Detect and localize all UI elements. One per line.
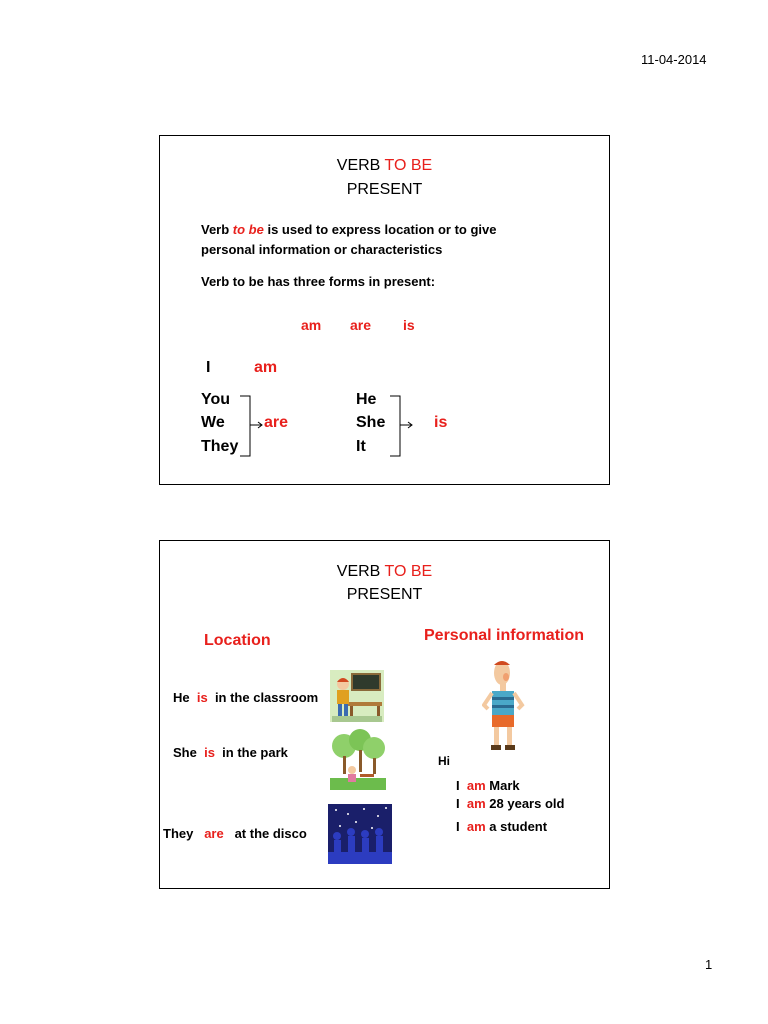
slide-2 [159, 540, 610, 889]
cartoon-man-picture [482, 659, 526, 751]
slide-2-title: VERB TO BE [336, 563, 433, 580]
pronoun-he: He [356, 391, 377, 408]
pronoun-you: You [201, 391, 231, 408]
page-number: 1 [705, 957, 713, 972]
pronoun-we: We [201, 414, 225, 431]
verb-is: is [434, 414, 448, 431]
location-sentence-2: She is in the park [173, 745, 288, 760]
page-date: 11-04-2014 [641, 52, 707, 67]
slide-2-subtitle: PRESENT [346, 586, 423, 603]
slide-1-subtitle: PRESENT [346, 181, 423, 198]
location-heading: Location [204, 632, 271, 649]
pronoun-she: She [356, 414, 386, 431]
slide-1-paragraph-line-1: Verb to be is used to express location or to give [201, 222, 497, 237]
form-is: is [403, 317, 415, 333]
verb-am: am [254, 359, 278, 376]
pronoun-i: I [206, 359, 211, 376]
location-sentence-3: They are at the disco [163, 826, 307, 841]
verb-are: are [264, 414, 289, 431]
slide-1-title: VERB TO BE [336, 157, 433, 174]
form-am: am [301, 317, 322, 333]
personal-info-heading: Personal information [424, 627, 585, 644]
personal-line-3: I am a student [456, 819, 548, 834]
pronoun-they: They [201, 438, 239, 455]
form-are: are [350, 317, 372, 333]
personal-line-2: I am 28 years old [456, 796, 565, 811]
pronoun-it: It [356, 438, 366, 455]
park-picture [330, 728, 386, 790]
personal-line-1: I am Mark [456, 778, 520, 793]
bracket-group-2 [388, 394, 414, 458]
slide-1-forms-intro: Verb to be has three forms in present: [201, 274, 436, 289]
slide-1-paragraph-line-2: personal information or characteristics [201, 242, 443, 257]
slide-1 [159, 135, 610, 485]
bracket-group-1 [238, 394, 264, 458]
greeting-text: Hi [438, 754, 450, 768]
disco-picture [328, 804, 392, 864]
classroom-picture [330, 670, 384, 722]
location-sentence-1: He is in the classroom [173, 690, 319, 705]
